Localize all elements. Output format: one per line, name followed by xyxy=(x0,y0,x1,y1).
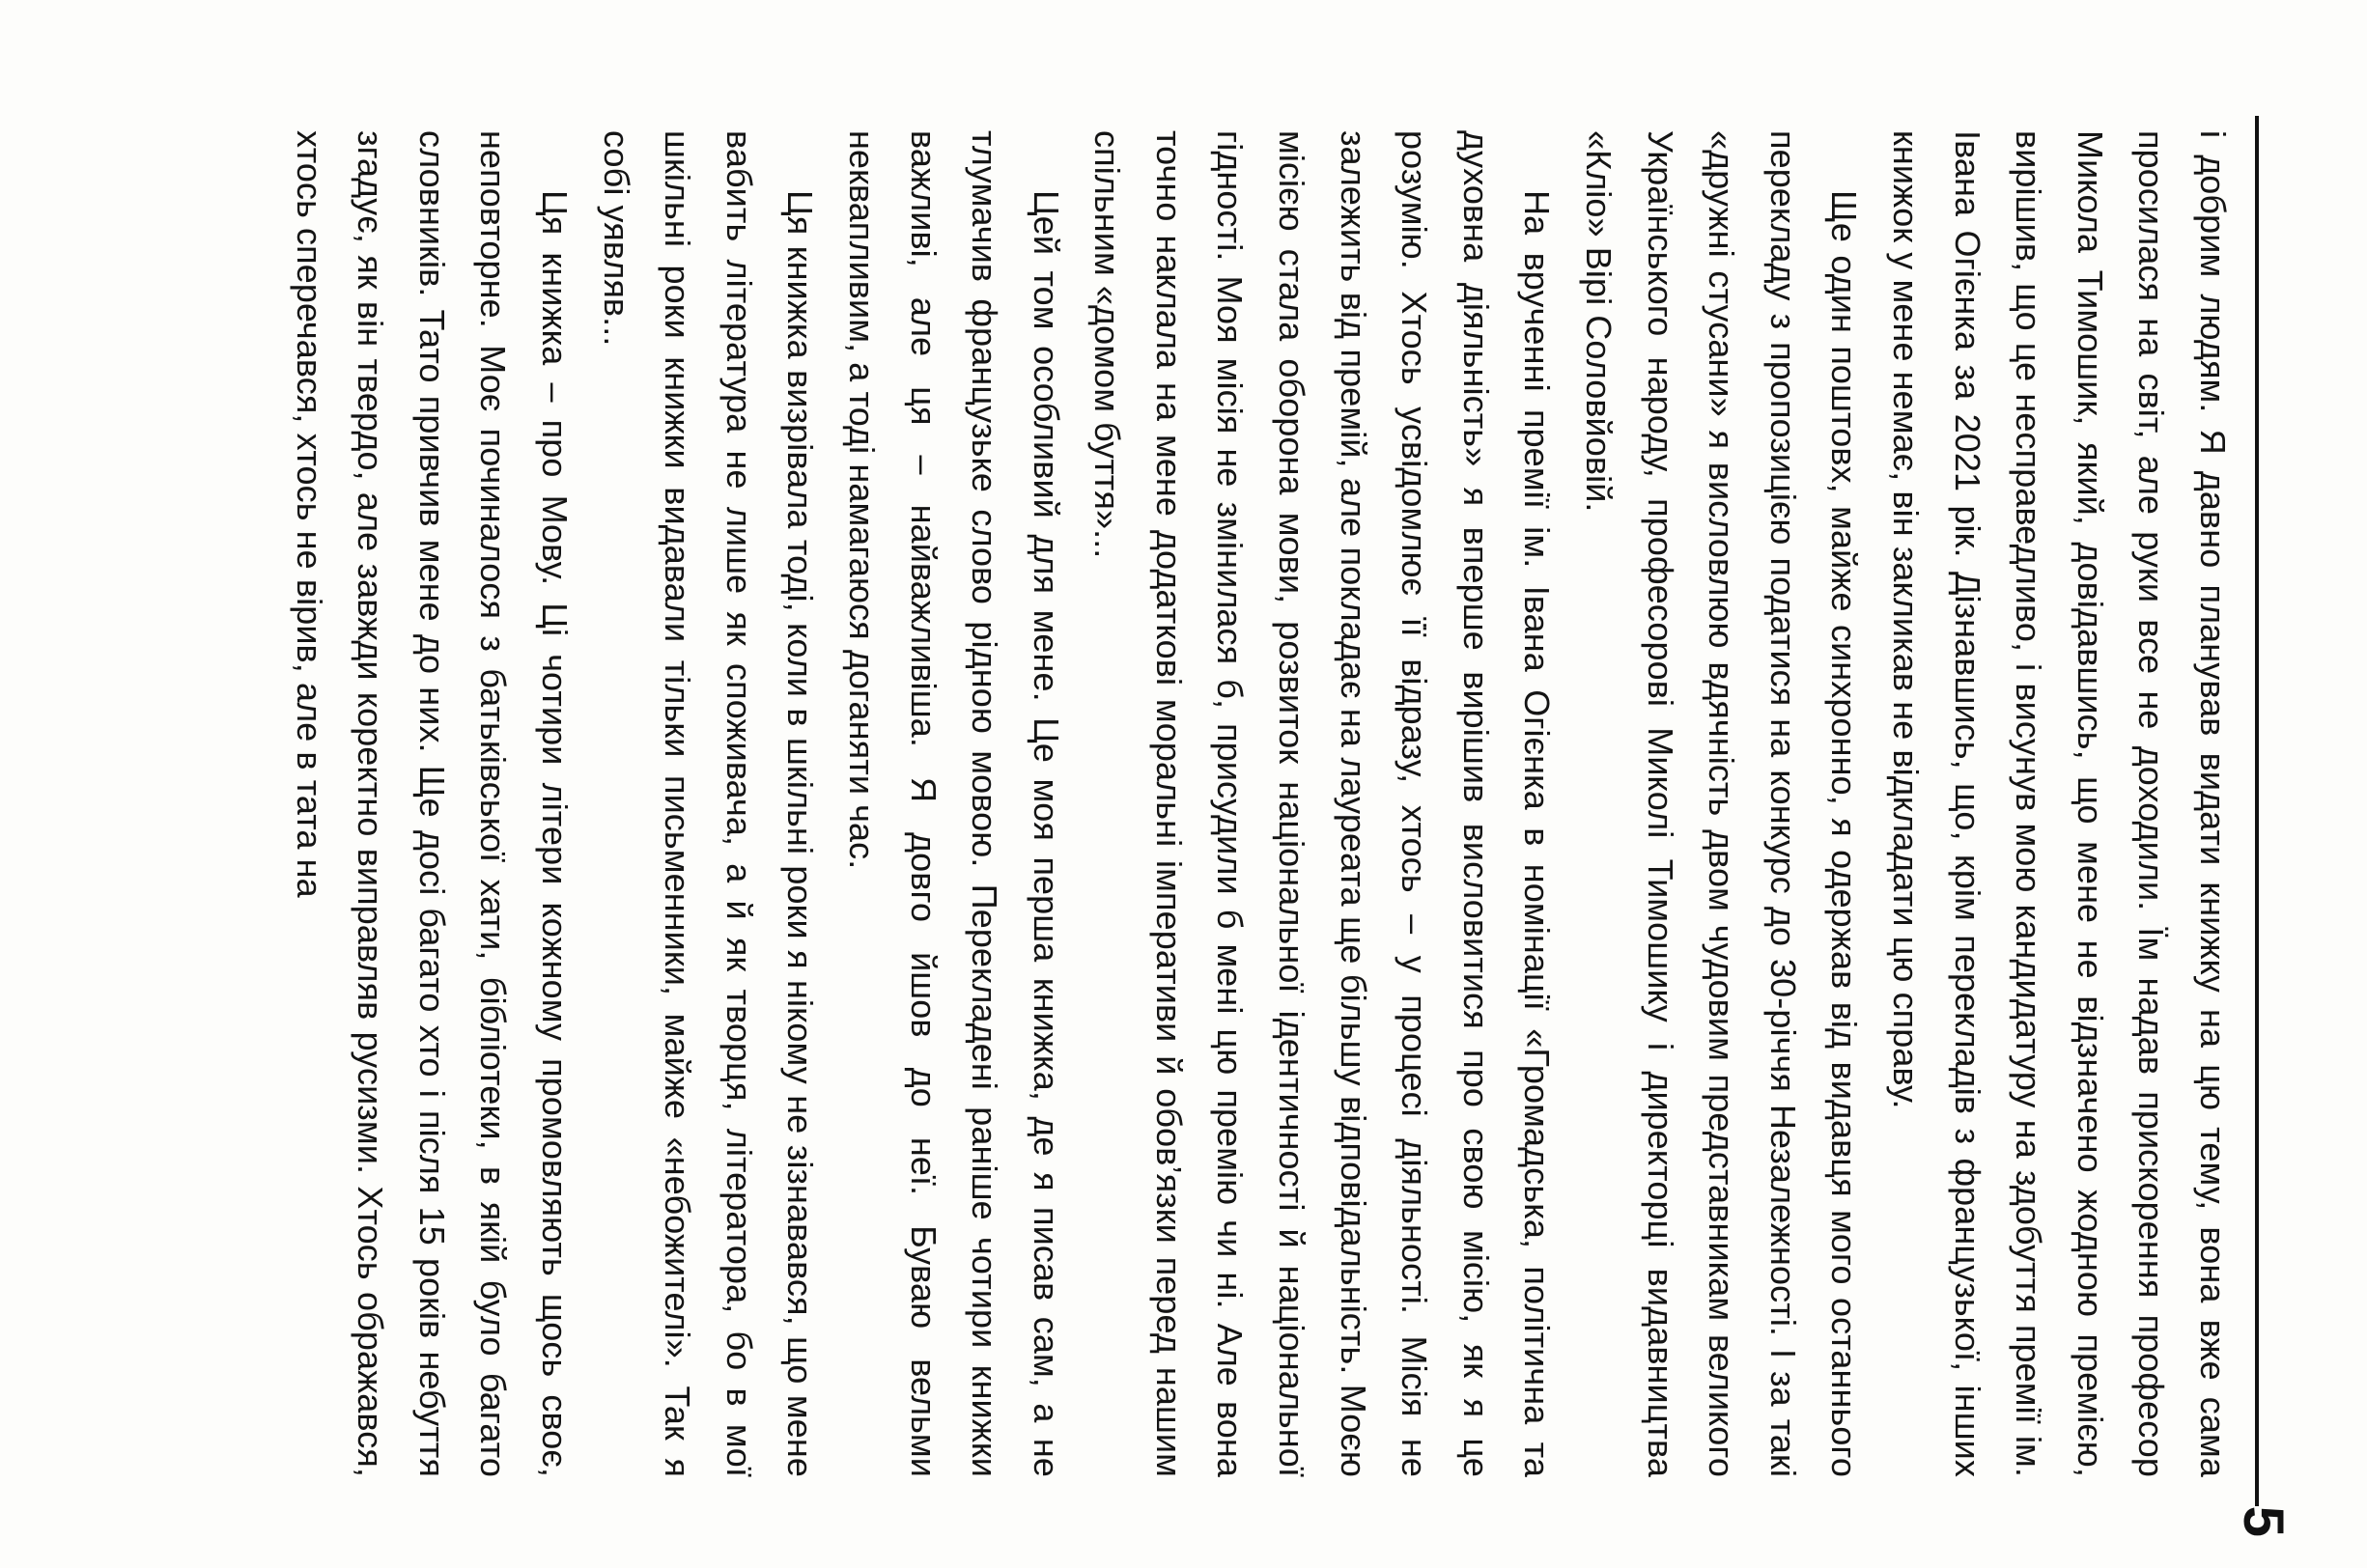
paragraph-4: Цей том особливий для мене. Це моя перша книжка, де я писав сам, а не тлумачив французьке слово рідною мовою. Перекладені раніше чотири книжки важливі, але ця – найважливіша. Я довго йшов до неї. Буваю вельми неквапливим, а тоді намагаюся доганяти час. xyxy=(841,130,1066,1477)
paragraph-3: На врученні премії ім. Івана Огієнка в номінації «Громадська, політична та духовна діяльність» я вперше вирішив висловитися про свою місію, як я це розумію. Хтось усвідомлює її відразу, хтось – у процесі діяльності. Місія не залежить від премій, але покладає на лауреата ще більшу відповідальність. Моєю місією стала оборона мови, розвиток національної ідентичності й національної гідності. Моя місія не змінилася б, присудили б мені цю премію чи ні. Але вона точно наклала на мене додаткові моральні імперативи й обов’язки перед нашим спільним «домом буття»... xyxy=(1087,130,1558,1477)
paragraph-1: і добрим людям. Я давно планував видати книжку на цю тему, вона вже сама просилася на світ, але руки все не доходили. Їм надав прискорення професор Микола Тимошик, який, довідавшись, що мене не відзначено жодною премією, вирішив, що це несправедливо, і висунув мою кандидатуру на здобуття премії ім. Івана Огієнка за 2021 рік. Дізнавшись, що, крім перекладів з французької, інших книжок у мене немає, він закликав не відкладати цю справу. xyxy=(1886,130,2233,1477)
page-number: 5 xyxy=(2232,1505,2295,1537)
paragraph-6: Ця книжка – про Мову. Ці чотири літери кожному промовляють щось своє, неповторне. Моє починалося з батьківської хати, бібліотеки, в якій було багато словників. Тато привчив мене до них. Ще досі багато хто і після 15 років небуття згадує, як він твердо, але завжди коректно виправляв русизми. Хтось ображався, хтось сперечався, хтось не вірив, але в тата на xyxy=(289,130,575,1477)
header-rule xyxy=(2255,116,2259,1506)
paragraph-5: Ця книжка визрівала тоді, коли в шкільні роки я нікому не зізнавався, що мене вабить література не лише як споживача, а й як творця, літератора, бо в мої шкільні роки книжки видавали тільки письменники, майже «небожителі». Так я собі уявляв... xyxy=(596,130,821,1477)
body-text xyxy=(278,130,2243,1477)
paragraph-2: Ще один поштовх, майже синхронно, я одержав від видавця мого останнього перекладу з пропозицією податися на конкурс до 30-річчя Незалежності. І за такі «дружні стусани» я висловлюю вдячність двом чудовим представникам великого Українського народу, професорові Миколі Тимошику і директорці видавництва «Кліо» Вірі Соловйовій. xyxy=(1579,130,1865,1477)
